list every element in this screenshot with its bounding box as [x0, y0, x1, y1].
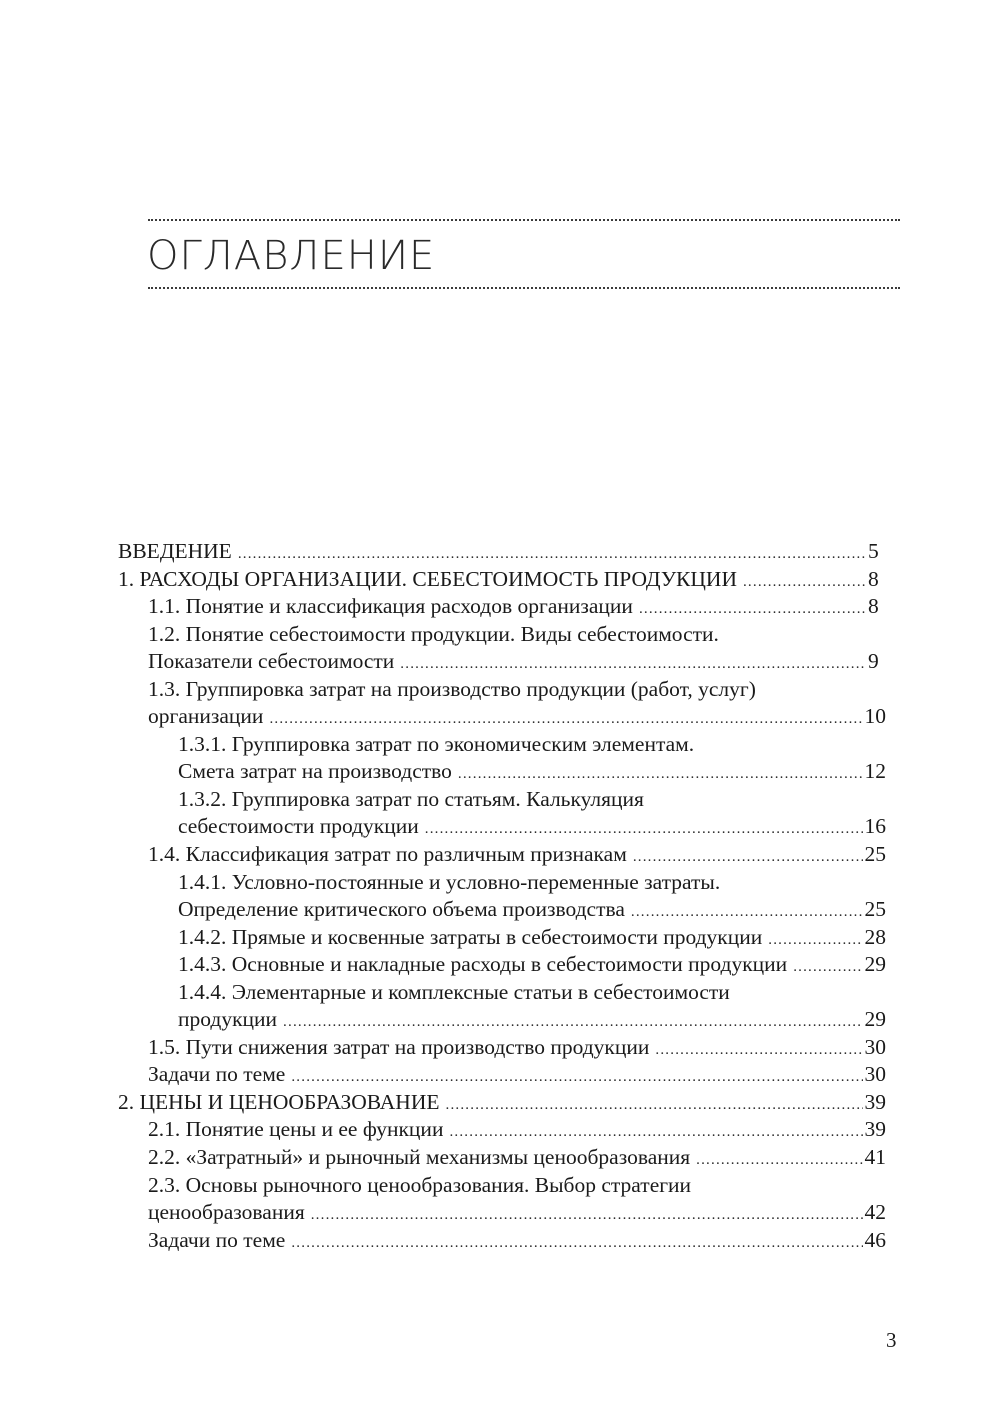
toc-entry[interactable] [118, 1172, 886, 1200]
toc-dot-leader [793, 954, 862, 982]
toc-entry[interactable] [118, 676, 886, 704]
toc-entry-title: 2.1. Понятие цены и ее функции [148, 1116, 449, 1144]
toc-entry[interactable] [118, 593, 886, 621]
toc-dot-leader [238, 541, 866, 569]
toc-entry-title: 2.3. Основы рыночного ценообразования. Выбор стратегии [148, 1173, 695, 1197]
toc-entry-title: 1.3. Группировка затрат на производство продукции (работ, услуг) [148, 677, 760, 701]
toc-entry[interactable] [118, 1199, 886, 1227]
toc-entry-title: 1.4.4. Элементарные и комплексные статьи в себестоимости [178, 980, 734, 1004]
toc-dot-leader [633, 844, 863, 872]
toc-dot-leader [696, 1147, 862, 1175]
toc-entry[interactable] [118, 841, 886, 869]
toc-entry[interactable] [118, 869, 886, 897]
toc-entry-title: 1.4.1. Условно-постоянные и условно-переменные затраты. [178, 870, 724, 894]
toc-entry-title: 1.1. Понятие и классификация расходов организации [148, 593, 639, 621]
toc-entry[interactable] [118, 896, 886, 924]
toc-entry[interactable] [118, 648, 886, 676]
toc-dot-leader [631, 899, 863, 927]
toc-entry[interactable] [118, 538, 886, 566]
toc-dot-leader [768, 927, 862, 955]
toc-entry-title: продукции [178, 1006, 283, 1034]
toc-entry-page: 16 [864, 814, 886, 839]
toc-entry[interactable] [118, 786, 886, 814]
toc-dot-leader [269, 706, 862, 734]
toc-entry-page: 10 [864, 704, 886, 729]
toc-entry-page: 29 [864, 1007, 886, 1032]
toc-entry-title: Показатели себестоимости [148, 648, 400, 676]
toc-entry[interactable] [118, 1089, 886, 1117]
heading-top-rule [148, 219, 900, 221]
toc-entry-title: 1.5. Пути снижения затрат на производство продукции [148, 1034, 655, 1062]
toc-dot-leader [291, 1230, 862, 1258]
toc-entry-page: 8 [868, 594, 879, 619]
toc-entry[interactable] [118, 1144, 886, 1172]
toc-entry-page: 12 [864, 759, 886, 784]
toc-entry-page: 41 [864, 1145, 886, 1170]
toc-entry-title: ВВЕДЕНИЕ [118, 538, 238, 566]
table-of-contents [118, 538, 886, 1254]
toc-entry-page: 29 [864, 952, 886, 977]
toc-entry-page: 9 [868, 649, 879, 674]
toc-entry[interactable] [118, 1006, 886, 1034]
toc-entry[interactable] [118, 1034, 886, 1062]
toc-dot-leader [639, 596, 866, 624]
toc-entry[interactable] [118, 1227, 886, 1255]
toc-entry-title: 2. ЦЕНЫ И ЦЕНООБРАЗОВАНИЕ [118, 1089, 446, 1117]
toc-entry[interactable] [118, 813, 886, 841]
toc-entry-title: 1.4.2. Прямые и косвенные затраты в себестоимости продукции [178, 924, 768, 952]
page-title: ОГЛАВЛЕНИЕ [147, 233, 436, 279]
toc-entry-page: 8 [868, 566, 879, 591]
toc-entry-title: ценообразования [148, 1199, 311, 1227]
toc-entry-page: 25 [864, 842, 886, 867]
toc-dot-leader [458, 761, 863, 789]
toc-entry-title: 1.4. Классификация затрат по различным признакам [148, 841, 633, 869]
toc-dot-leader [400, 651, 866, 679]
toc-dot-leader [291, 1064, 862, 1092]
toc-dot-leader [283, 1009, 862, 1037]
toc-entry-page: 25 [864, 897, 886, 922]
toc-entry-page: 5 [868, 539, 879, 563]
toc-entry[interactable] [118, 758, 886, 786]
toc-entry-title: организации [148, 703, 269, 731]
toc-dot-leader [743, 569, 866, 597]
toc-entry-page: 42 [864, 1200, 886, 1225]
toc-entry-title: Смета затрат на производство [178, 758, 458, 786]
toc-dot-leader [311, 1202, 863, 1230]
toc-entry-page: 39 [864, 1089, 886, 1114]
toc-entry-title: себестоимости продукции [178, 813, 425, 841]
toc-entry[interactable] [118, 731, 886, 759]
toc-entry-page: 30 [864, 1062, 886, 1087]
toc-entry[interactable] [118, 566, 886, 594]
toc-entry[interactable] [118, 1061, 886, 1089]
toc-dot-leader [655, 1037, 862, 1065]
toc-entry-title: 1.3.2. Группировка затрат по статьям. Калькуляция [178, 787, 648, 811]
page-number: 3 [886, 1328, 897, 1352]
toc-entry[interactable] [118, 924, 886, 952]
heading-bottom-rule [148, 287, 900, 289]
toc-entry-title: 1.3.1. Группировка затрат по экономическим элементам. [178, 732, 698, 756]
toc-entry[interactable] [118, 979, 886, 1007]
toc-entry[interactable] [118, 951, 886, 979]
toc-entry-page: 28 [864, 924, 886, 949]
toc-entry-title: Задачи по теме [148, 1061, 291, 1089]
toc-entry-page: 30 [864, 1034, 886, 1059]
toc-entry-page: 46 [864, 1227, 886, 1252]
toc-dot-leader [425, 816, 863, 844]
toc-entry[interactable] [118, 703, 886, 731]
toc-entry-title: Задачи по теме [148, 1227, 291, 1255]
toc-entry[interactable] [118, 1116, 886, 1144]
toc-entry-title: 1.4.3. Основные и накладные расходы в себестоимости продукции [178, 951, 793, 979]
toc-entry-title: Определение критического объема производства [178, 896, 631, 924]
toc-entry-page: 39 [864, 1117, 886, 1142]
toc-entry-title: 1. РАСХОДЫ ОРГАНИЗАЦИИ. СЕБЕСТОИМОСТЬ ПРОДУКЦИИ [118, 566, 743, 594]
toc-entry[interactable] [118, 621, 886, 649]
toc-dot-leader [446, 1092, 863, 1120]
toc-dot-leader [449, 1119, 862, 1147]
toc-entry-title: 1.2. Понятие себестоимости продукции. Виды себестоимости. [148, 622, 723, 646]
toc-entry-title: 2.2. «Затратный» и рыночный механизмы ценообразования [148, 1144, 696, 1172]
